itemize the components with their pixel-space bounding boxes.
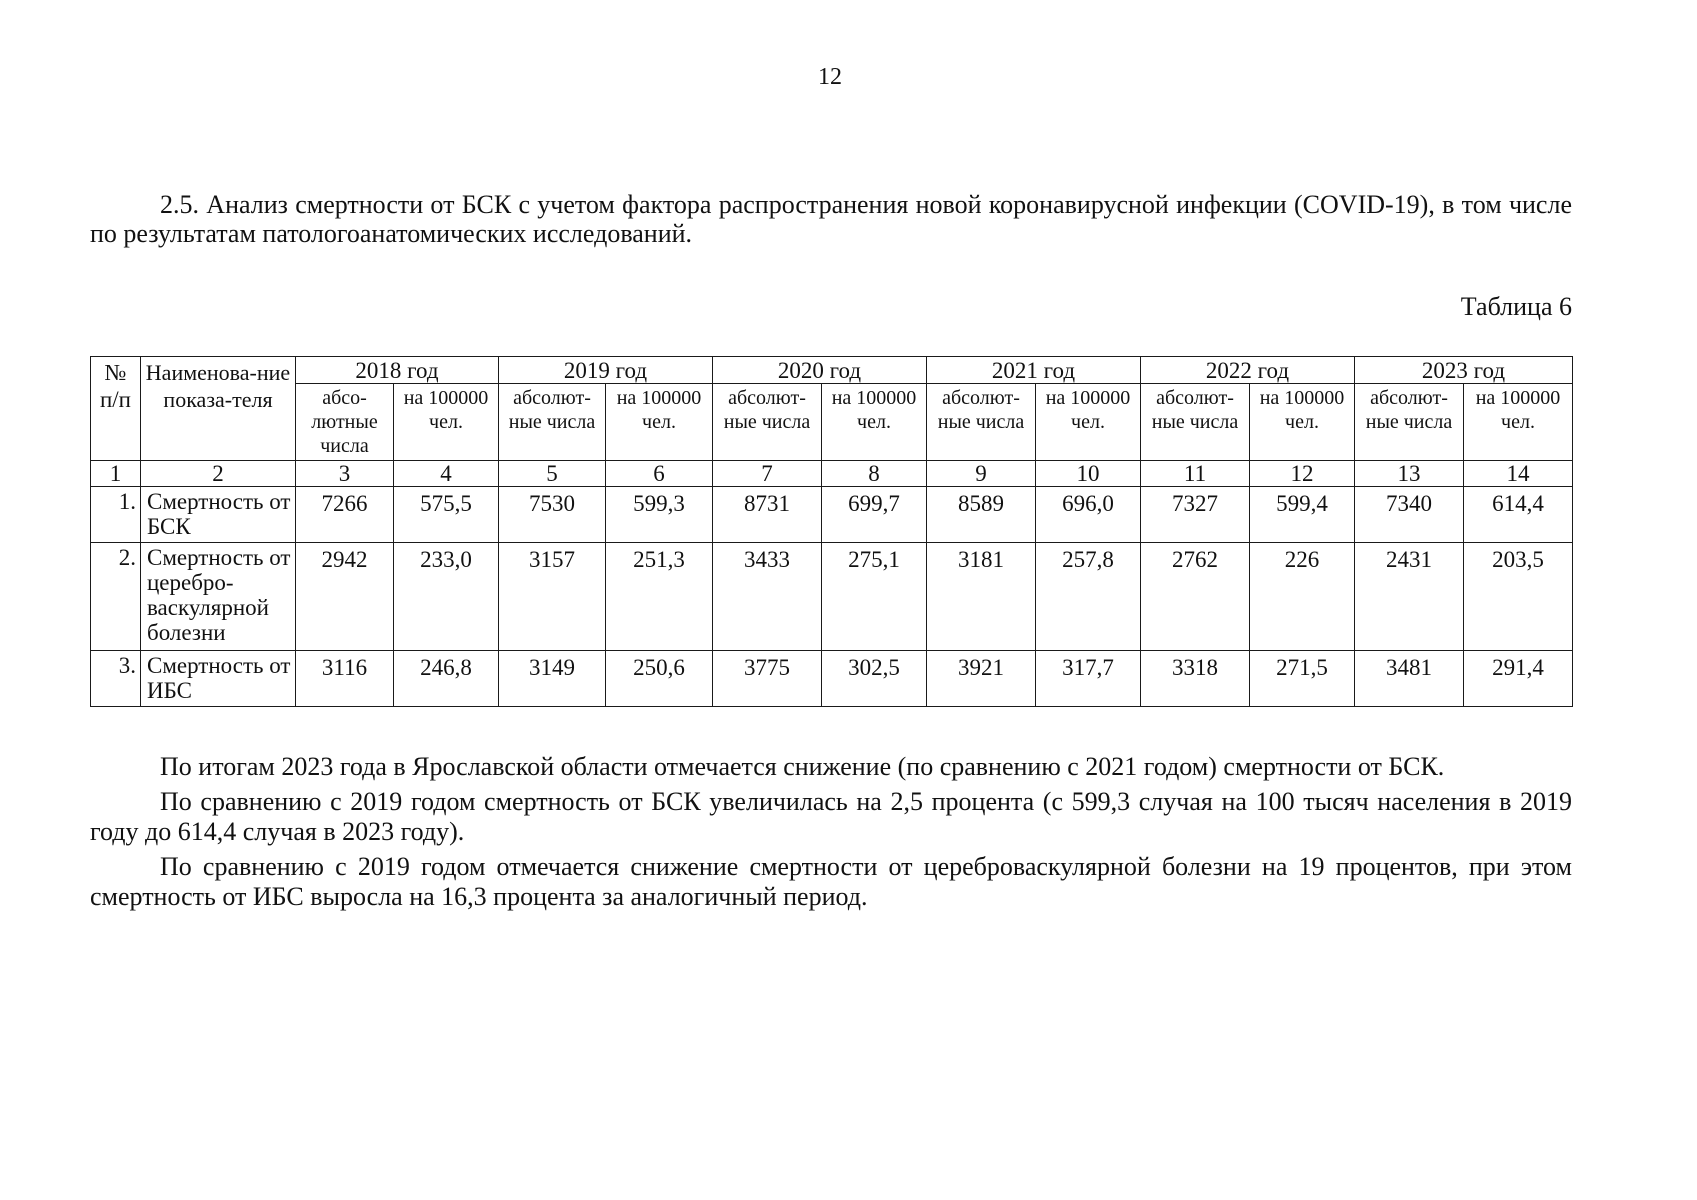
cell-value: 699,7 bbox=[822, 487, 927, 543]
cell-value: 614,4 bbox=[1464, 487, 1573, 543]
subheader-absolute: абсолют-ные числа bbox=[1141, 384, 1250, 461]
header-year-2022: 2022 год bbox=[1141, 357, 1355, 384]
paragraph: По сравнению с 2019 годом смертность от БСК увеличилась на 2,5 процента (с 599,3 случая на 100 тысяч населения в 2019 году до 614,4 случая в 2023 году). bbox=[90, 787, 1572, 846]
column-number: 11 bbox=[1141, 461, 1250, 487]
column-number: 8 bbox=[822, 461, 927, 487]
cell-value: 257,8 bbox=[1036, 543, 1141, 651]
cell-value: 233,0 bbox=[394, 543, 499, 651]
cell-value: 575,5 bbox=[394, 487, 499, 543]
subheader-absolute: абсолют-ные числа bbox=[499, 384, 606, 461]
cell-value: 3149 bbox=[499, 651, 606, 707]
cell-value: 226 bbox=[1250, 543, 1355, 651]
header-year-2021: 2021 год bbox=[927, 357, 1141, 384]
cell-value: 275,1 bbox=[822, 543, 927, 651]
column-number: 5 bbox=[499, 461, 606, 487]
cell-value: 696,0 bbox=[1036, 487, 1141, 543]
column-number: 14 bbox=[1464, 461, 1573, 487]
column-number: 7 bbox=[713, 461, 822, 487]
cell-value: 7530 bbox=[499, 487, 606, 543]
mortality-table bbox=[90, 356, 1573, 707]
column-number: 2 bbox=[141, 461, 296, 487]
cell-value: 291,4 bbox=[1464, 651, 1573, 707]
subheader-absolute: абсолют-ные числа bbox=[927, 384, 1036, 461]
column-number: 10 bbox=[1036, 461, 1141, 487]
cell-value: 7327 bbox=[1141, 487, 1250, 543]
body-text bbox=[90, 752, 1572, 917]
cell-value: 3775 bbox=[713, 651, 822, 707]
cell-value: 302,5 bbox=[822, 651, 927, 707]
header-year-2020: 2020 год bbox=[713, 357, 927, 384]
cell-value: 8589 bbox=[927, 487, 1036, 543]
header-year-2018: 2018 год bbox=[296, 357, 499, 384]
header-numpp: № п/п bbox=[91, 357, 141, 461]
subheader-per-100000: на 100000 чел. bbox=[1036, 384, 1141, 461]
header-indicator-name: Наименова-ние показа-теля bbox=[141, 357, 296, 461]
cell-value: 250,6 bbox=[606, 651, 713, 707]
row-number: 3. bbox=[91, 651, 141, 707]
cell-value: 3181 bbox=[927, 543, 1036, 651]
column-number: 3 bbox=[296, 461, 394, 487]
header-row-subcolumns bbox=[91, 384, 1573, 461]
paragraph: По сравнению с 2019 годом отмечается снижение смертности от цереброваскулярной болезни на 19 процентов, при этом смертность от ИБС выросла на 16,3 процента за аналогичный период. bbox=[90, 852, 1572, 911]
column-number: 12 bbox=[1250, 461, 1355, 487]
column-number: 9 bbox=[927, 461, 1036, 487]
cell-value: 3921 bbox=[927, 651, 1036, 707]
table-row bbox=[91, 543, 1573, 651]
cell-value: 246,8 bbox=[394, 651, 499, 707]
cell-value: 271,5 bbox=[1250, 651, 1355, 707]
table-row bbox=[91, 487, 1573, 543]
cell-value: 3116 bbox=[296, 651, 394, 707]
header-row-column-numbers bbox=[91, 461, 1573, 487]
subheader-per-100000: на 100000 чел. bbox=[606, 384, 713, 461]
column-number: 1 bbox=[91, 461, 141, 487]
subheader-absolute: абсолют-ные числа bbox=[1355, 384, 1464, 461]
cell-value: 3433 bbox=[713, 543, 822, 651]
cell-value: 7340 bbox=[1355, 487, 1464, 543]
table-row bbox=[91, 651, 1573, 707]
cell-value: 8731 bbox=[713, 487, 822, 543]
section-heading: 2.5. Анализ смертности от БСК с учетом фактора распространения новой коронавирусной инфекции (COVID-19), в том числе по результатам патологоанатомических исследований. bbox=[90, 190, 1572, 248]
row-indicator-name: Смертность от БСК bbox=[141, 487, 296, 543]
column-number: 13 bbox=[1355, 461, 1464, 487]
cell-value: 3157 bbox=[499, 543, 606, 651]
subheader-absolute: абсо-лютные числа bbox=[296, 384, 394, 461]
row-number: 1. bbox=[91, 487, 141, 543]
subheader-per-100000: на 100000 чел. bbox=[1464, 384, 1573, 461]
row-indicator-name: Смертность от ИБС bbox=[141, 651, 296, 707]
table-body bbox=[91, 487, 1573, 707]
cell-value: 203,5 bbox=[1464, 543, 1573, 651]
subheader-per-100000: на 100000 чел. bbox=[394, 384, 499, 461]
subheader-per-100000: на 100000 чел. bbox=[822, 384, 927, 461]
cell-value: 317,7 bbox=[1036, 651, 1141, 707]
header-year-2023: 2023 год bbox=[1355, 357, 1573, 384]
subheader-absolute: абсолют-ные числа bbox=[713, 384, 822, 461]
header-year-2019: 2019 год bbox=[499, 357, 713, 384]
cell-value: 2942 bbox=[296, 543, 394, 651]
row-number: 2. bbox=[91, 543, 141, 651]
cell-value: 599,3 bbox=[606, 487, 713, 543]
page-number: 12 bbox=[818, 64, 842, 90]
paragraph: По итогам 2023 года в Ярославской области отмечается снижение (по сравнению с 2021 годом) смертности от БСК. bbox=[160, 752, 1445, 781]
table-header bbox=[91, 357, 1573, 487]
cell-value: 251,3 bbox=[606, 543, 713, 651]
column-number: 4 bbox=[394, 461, 499, 487]
cell-value: 599,4 bbox=[1250, 487, 1355, 543]
cell-value: 7266 bbox=[296, 487, 394, 543]
row-indicator-name: Смертность от церебро-васкулярной болезни bbox=[141, 543, 296, 651]
cell-value: 2762 bbox=[1141, 543, 1250, 651]
subheader-per-100000: на 100000 чел. bbox=[1250, 384, 1355, 461]
cell-value: 2431 bbox=[1355, 543, 1464, 651]
cell-value: 3481 bbox=[1355, 651, 1464, 707]
table-caption: Таблица 6 bbox=[1460, 292, 1572, 321]
cell-value: 3318 bbox=[1141, 651, 1250, 707]
header-row-years bbox=[91, 357, 1573, 384]
column-number: 6 bbox=[606, 461, 713, 487]
